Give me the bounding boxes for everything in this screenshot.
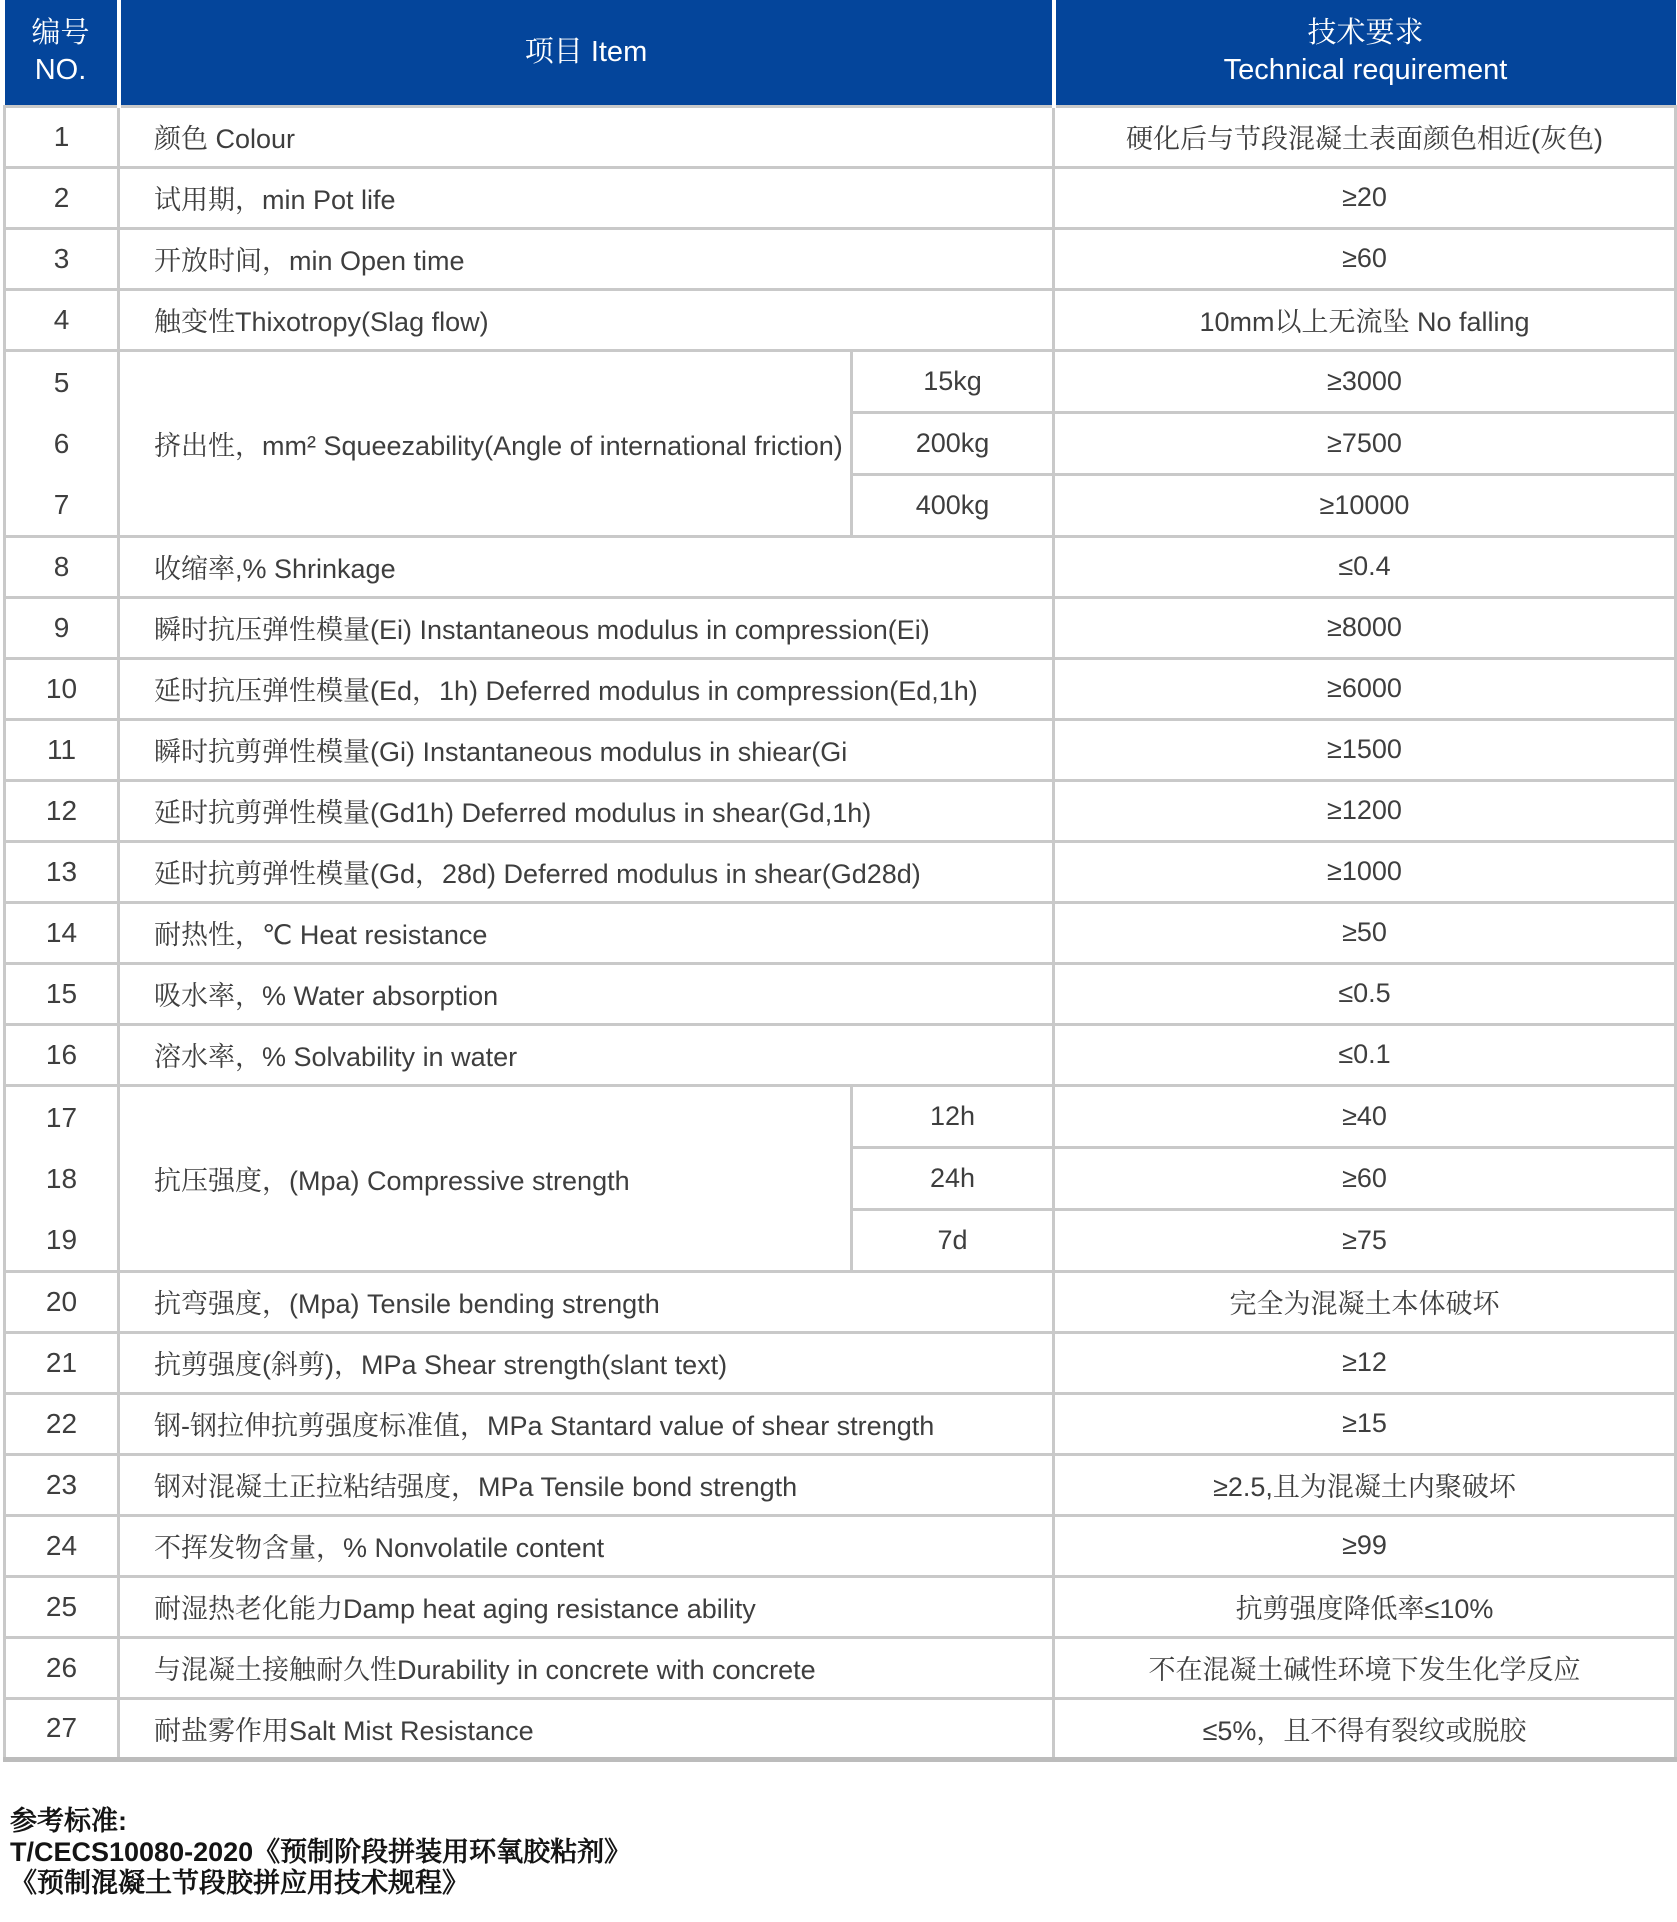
row-item-cell: 瞬时抗压弹性模量(Ei) Instantaneous modulus in compression(Ei)	[119, 597, 1054, 658]
row-requirement-cell: ≥10000	[1054, 474, 1676, 536]
row-number-cell	[5, 350, 119, 536]
table-row	[5, 963, 1676, 1024]
row-number-cell: 23	[5, 1454, 119, 1515]
table-row	[5, 228, 1676, 289]
table-row	[5, 536, 1676, 597]
row-number-cell: 26	[5, 1637, 119, 1698]
col-header-requirement-en: Technical requirement	[1223, 54, 1508, 87]
col-header-requirement-zh: 技术要求	[1307, 17, 1424, 50]
row-number-cell: 3	[5, 228, 119, 289]
row-number-cell: 1	[5, 106, 119, 167]
row-requirement-cell: 完全为混凝土本体破坏	[1054, 1271, 1676, 1332]
row-requirement-cell: ≤0.1	[1054, 1024, 1676, 1085]
row-requirement-cell: ≤0.4	[1054, 536, 1676, 597]
row-item-cell: 颜色 Colour	[119, 106, 1054, 167]
row-number-cell: 15	[5, 963, 119, 1024]
row-requirement-cell: ≥12	[1054, 1332, 1676, 1393]
row-subcondition-cell: 15kg	[852, 350, 1054, 412]
row-number-cell: 20	[5, 1271, 119, 1332]
row-subcondition-cell: 12h	[852, 1085, 1054, 1147]
row-number: 19	[45, 1223, 78, 1255]
row-number-cell: 4	[5, 289, 119, 350]
row-requirement-cell: ≥1500	[1054, 719, 1676, 780]
row-number: 18	[45, 1162, 78, 1194]
reference-standard-2: 《预制混凝土节段胶拼应用技术规程》	[10, 1867, 469, 1898]
row-number-cell: 9	[5, 597, 119, 658]
row-number-stack	[6, 1087, 117, 1270]
technical-requirements-table	[3, 0, 1677, 1762]
row-number-cell: 27	[5, 1698, 119, 1759]
row-requirement-cell: ≥75	[1054, 1209, 1676, 1271]
row-number-cell: 14	[5, 902, 119, 963]
row-requirement-cell: ≥7500	[1054, 412, 1676, 474]
row-number: 5	[53, 366, 70, 398]
row-item-cell: 抗弯强度，(Mpa) Tensile bending strength	[119, 1271, 1054, 1332]
row-item-cell: 耐湿热老化能力Damp heat aging resistance ability	[119, 1576, 1054, 1637]
row-item-cell: 溶水率，% Solvability in water	[119, 1024, 1054, 1085]
table-row	[5, 597, 1676, 658]
row-subcondition-cell: 7d	[852, 1209, 1054, 1271]
row-requirement-cell: 10mm以上无流坠 No falling	[1054, 289, 1676, 350]
table-body	[5, 106, 1676, 1759]
col-header-no-zh: 编号	[31, 17, 90, 50]
table-row	[5, 658, 1676, 719]
table-row	[5, 719, 1676, 780]
row-item-cell: 钢对混凝土正拉粘结强度，MPa Tensile bond strength	[119, 1454, 1054, 1515]
table-row	[5, 1393, 1676, 1454]
row-requirement-cell: ≥99	[1054, 1515, 1676, 1576]
table-row	[5, 780, 1676, 841]
row-requirement-cell: ≥20	[1054, 167, 1676, 228]
col-header-no-en: NO.	[34, 54, 87, 87]
row-number-cell: 25	[5, 1576, 119, 1637]
table-row	[5, 167, 1676, 228]
row-number-cell: 11	[5, 719, 119, 780]
table-row	[5, 1515, 1676, 1576]
col-header-item: 项目 Item	[119, 0, 1054, 106]
row-item-cell: 延时抗剪弹性模量(Gd1h) Deferred modulus in shear(Gd,1h)	[119, 780, 1054, 841]
row-number-cell: 8	[5, 536, 119, 597]
row-requirement-cell: ≥1000	[1054, 841, 1676, 902]
table-row	[5, 289, 1676, 350]
row-item-cell: 钢-钢拉伸抗剪强度标准值，MPa Stantard value of shear strength	[119, 1393, 1054, 1454]
row-item-cell: 抗压强度，(Mpa) Compressive strength	[119, 1085, 852, 1271]
row-item-cell: 与混凝土接触耐久性Durability in concrete with concrete	[119, 1637, 1054, 1698]
row-item-cell: 耐盐雾作用Salt Mist Resistance	[119, 1698, 1054, 1759]
row-item-cell: 抗剪强度(斜剪)，MPa Shear strength(slant text)	[119, 1332, 1054, 1393]
row-number-cell	[5, 1085, 119, 1271]
table-row	[5, 350, 1676, 412]
row-number: 6	[53, 427, 70, 459]
row-requirement-cell: ≤5%，且不得有裂纹或脱胶	[1054, 1698, 1676, 1759]
row-item-cell: 试用期，min Pot life	[119, 167, 1054, 228]
row-item-cell: 挤出性，mm² Squeezability(Angle of international friction)	[119, 350, 852, 536]
row-number-cell: 24	[5, 1515, 119, 1576]
row-requirement-cell: ≥2.5,且为混凝土内聚破坏	[1054, 1454, 1676, 1515]
row-item-cell: 收缩率,% Shrinkage	[119, 536, 1054, 597]
table-row	[5, 902, 1676, 963]
header-row	[5, 0, 1676, 106]
row-item-cell: 延时抗剪弹性模量(Gd，28d) Deferred modulus in shear(Gd28d)	[119, 841, 1054, 902]
row-requirement-cell: ≤0.5	[1054, 963, 1676, 1024]
row-requirement-cell: ≥8000	[1054, 597, 1676, 658]
row-item-cell: 耐热性，℃ Heat resistance	[119, 902, 1054, 963]
table-row	[5, 1637, 1676, 1698]
row-number-cell: 2	[5, 167, 119, 228]
row-subcondition-cell: 200kg	[852, 412, 1054, 474]
row-requirement-cell: ≥15	[1054, 1393, 1676, 1454]
row-subcondition-cell: 400kg	[852, 474, 1054, 536]
col-header-requirement	[1054, 0, 1676, 106]
row-requirement-cell: 抗剪强度降低率≤10%	[1054, 1576, 1676, 1637]
row-requirement-cell: ≥6000	[1054, 658, 1676, 719]
row-requirement-cell: ≥40	[1054, 1085, 1676, 1147]
row-number-cell: 12	[5, 780, 119, 841]
row-item-cell: 吸水率，% Water absorption	[119, 963, 1054, 1024]
row-item-cell: 瞬时抗剪弹性模量(Gi) Instantaneous modulus in shiear(Gi	[119, 719, 1054, 780]
row-number-cell: 10	[5, 658, 119, 719]
row-item-cell: 延时抗压弹性模量(Ed，1h) Deferred modulus in compression(Ed,1h)	[119, 658, 1054, 719]
col-header-no	[5, 0, 119, 106]
row-number-cell: 22	[5, 1393, 119, 1454]
table-row	[5, 106, 1676, 167]
row-item-cell: 触变性Thixotropy(Slag flow)	[119, 289, 1054, 350]
row-subcondition-cell: 24h	[852, 1147, 1054, 1209]
row-item-cell: 开放时间，min Open time	[119, 228, 1054, 289]
table-row	[5, 1024, 1676, 1085]
row-requirement-cell: ≥60	[1054, 1147, 1676, 1209]
table-row	[5, 1454, 1676, 1515]
row-number-stack	[6, 352, 117, 535]
row-requirement-cell: ≥3000	[1054, 350, 1676, 412]
table-row	[5, 1698, 1676, 1759]
row-number: 17	[45, 1101, 78, 1133]
row-number-cell: 21	[5, 1332, 119, 1393]
row-requirement-cell: ≥1200	[1054, 780, 1676, 841]
reference-standards	[0, 1806, 1677, 1899]
row-requirement-cell: ≥60	[1054, 228, 1676, 289]
table-row	[5, 1271, 1676, 1332]
table-row	[5, 1332, 1676, 1393]
row-item-cell: 不挥发物含量，% Nonvolatile content	[119, 1515, 1054, 1576]
row-number-cell: 13	[5, 841, 119, 902]
table-row	[5, 841, 1676, 902]
reference-title: 参考标准:	[10, 1805, 127, 1836]
row-requirement-cell: 不在混凝土碱性环境下发生化学反应	[1054, 1637, 1676, 1698]
row-number: 7	[53, 488, 70, 520]
row-requirement-cell: ≥50	[1054, 902, 1676, 963]
row-number-cell: 16	[5, 1024, 119, 1085]
row-requirement-cell: 硬化后与节段混凝土表面颜色相近(灰色)	[1054, 106, 1676, 167]
table-row	[5, 1085, 1676, 1147]
reference-standard-1: T/CECS10080-2020《预制阶段拼装用环氧胶粘剂》	[10, 1836, 632, 1867]
table-row	[5, 1576, 1676, 1637]
